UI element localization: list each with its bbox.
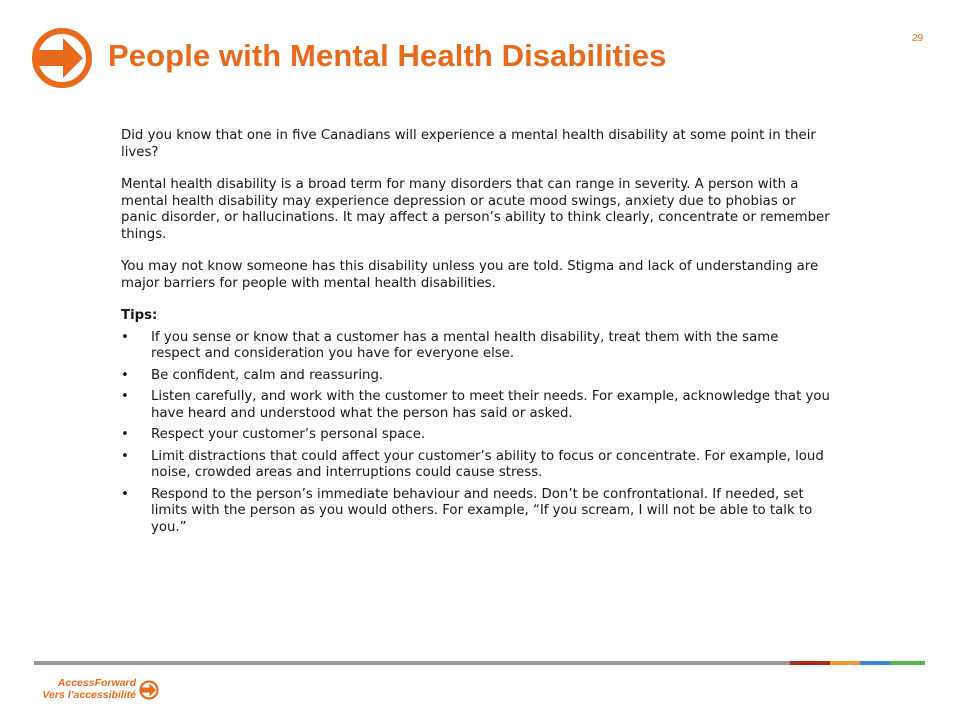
page-number: 29 <box>912 33 924 44</box>
footer-bar-green-segment <box>890 661 925 665</box>
definition-paragraph: Mental health disability is a broad term for many disorders that can range in severity. A person with a mental health disability may experience depression or acute mood swings, anxiety due to phobias or panic disorder, or hallucinations. It may affect a person’s ability to think clearly, concentrate or remember things. <box>121 177 830 242</box>
brand-logo <box>38 677 168 707</box>
tip-item <box>121 427 831 444</box>
stigma-paragraph: You may not know someone has this disability unless you are told. Stigma and lack of understanding are major barriers for people with mental health disabilities. <box>121 259 819 291</box>
brand-name: AccessForward <box>57 677 136 689</box>
bullet-icon: • <box>121 329 129 345</box>
tips-list <box>121 330 831 537</box>
bullet-icon: • <box>121 448 129 464</box>
tip-item <box>121 449 831 482</box>
tip-text: Listen carefully, and work with the customer to meet their needs. For example, acknowledge that you have heard and understood what the person has said or asked. <box>151 389 830 421</box>
bullet-icon: • <box>121 389 129 404</box>
brand-wordmark <box>38 677 136 701</box>
page-title: People with Mental Health Disabilities <box>108 38 667 73</box>
intro-paragraph: Did you know that one in five Canadians will experience a mental health disability at some point in their lives? <box>121 128 816 160</box>
tip-text: Respect your customer’s personal space. <box>151 427 426 442</box>
tip-item <box>121 330 831 363</box>
footer-bar-blue-segment <box>860 661 890 665</box>
tip-item <box>121 389 831 422</box>
tip-item <box>121 368 831 385</box>
bullet-icon: • <box>121 486 129 502</box>
tip-text: If you sense or know that a customer has a mental health disability, treat them with the same respect and consideration you have for everyone else. <box>151 329 779 361</box>
footer-bar-orange-segment <box>830 661 860 665</box>
tip-text: Limit distractions that could affect your customer’s ability to focus or concentrate. For example, loud noise, crowded areas and interruptions could cause stress. <box>151 448 824 480</box>
orange-circle-arrow-icon <box>32 28 92 88</box>
tips-heading: Tips: <box>121 308 158 323</box>
footer-color-bar <box>34 661 925 665</box>
brand-tagline: Vers l’accessibilité <box>42 689 136 701</box>
bullet-icon: • <box>121 367 129 383</box>
tip-text: Respond to the person’s immediate behaviour and needs. Don’t be confrontational. If needed, set limits with the person as you would others. For example, “If you scream, I will not be able to talk to you.” <box>151 486 813 535</box>
tip-item <box>121 487 831 537</box>
footer-bar-gray-segment <box>34 661 790 665</box>
bullet-icon: • <box>121 427 129 442</box>
footer-bar-red-segment <box>790 661 830 665</box>
orange-circle-arrow-icon <box>139 680 159 700</box>
slide-content <box>121 128 831 541</box>
tip-text: Be confident, calm and reassuring. <box>151 367 384 383</box>
